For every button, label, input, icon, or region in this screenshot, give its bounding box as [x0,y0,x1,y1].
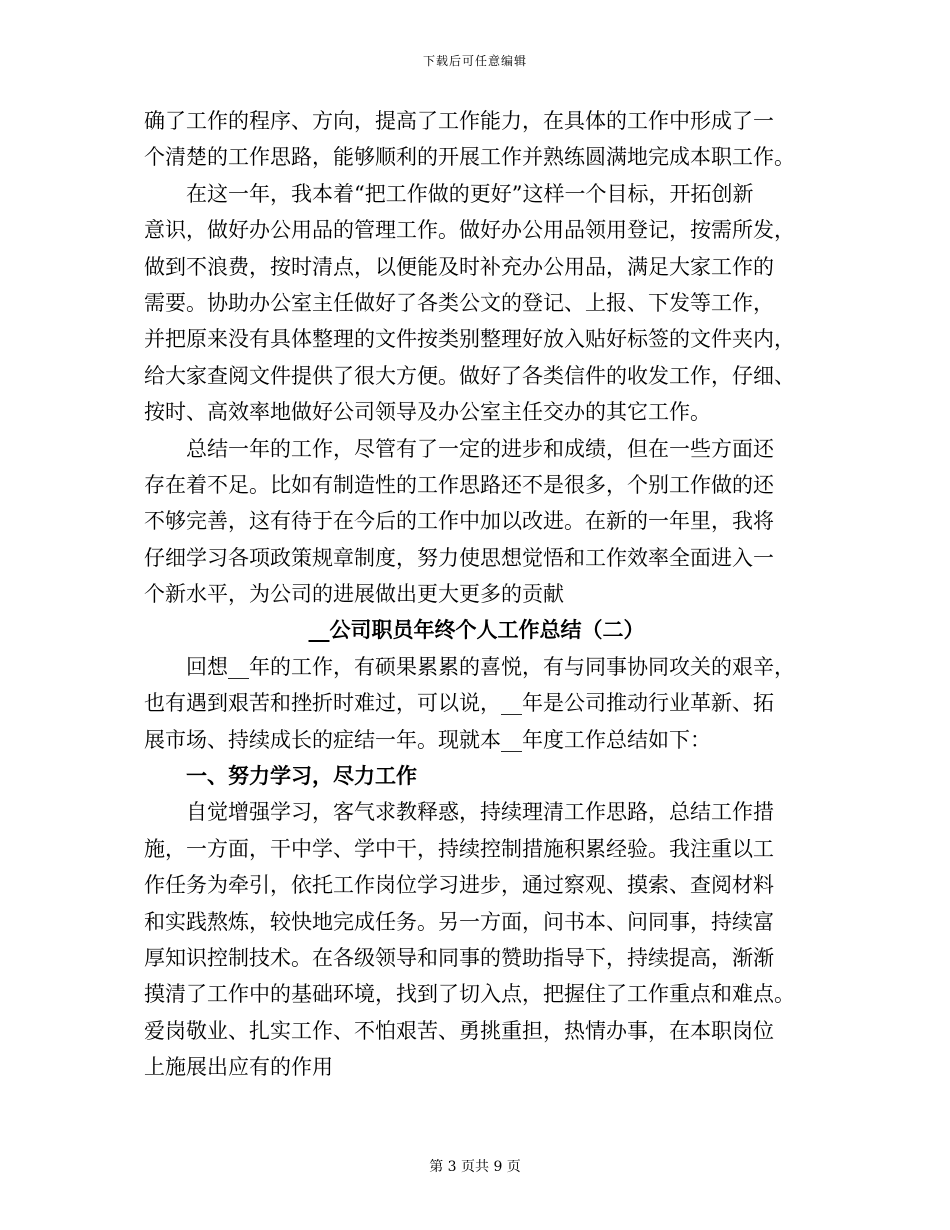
paragraph-line: 爱岗敬业、扎实工作、不怕艰苦、勇挑重担，热情办事，在本职岗位 [144,1018,774,1043]
paragraph-line: 意识，做好办公用品的管理工作。做好办公用品领用登记，按需所发， [144,218,795,243]
paragraph-line: 也有遇到艰苦和挫折时难过，可以说，__年是公司推动行业革新、拓 [144,691,774,716]
paragraph-first-line: 总结一年的工作，尽管有了一定的进步和成绩，但在一些方面还 [186,436,774,461]
page-footer: 第 3 页共 9 页 [429,1159,521,1175]
paragraph-line: 仔细学习各项政策规章制度，努力使思想觉悟和工作效率全面进入一 [144,545,774,570]
paragraph-line: 上施展出应有的作用 [144,1055,333,1080]
paragraph-line: 摸清了工作中的基础环境，找到了切入点，把握住了工作重点和难点。 [144,982,795,1007]
paragraph-line: 做到不浪费，按时清点，以便能及时补充办公用品，满足大家工作的 [144,254,774,279]
paragraph-line: 和实践熬炼，较快地完成任务。另一方面，问书本、问同事，持续富 [144,909,774,934]
paragraph-line: 作任务为牵引，依托工作岗位学习进步，通过察观、摸索、查阅材料 [144,873,774,898]
page-header: 下载后可任意编辑 [422,54,527,68]
paragraph-line: 确了工作的程序、方向，提高了工作能力，在具体的工作中形成了一 [144,109,774,133]
paragraph-line: 展市场、持续成长的症结一年。现就本__年度工作总结如下： [144,727,711,752]
paragraph-line: 个清楚的工作思路，能够顺利的开展工作并熟练圆满地完成本职工作。 [144,145,795,170]
paragraph-line: 并把原来没有具体整理的文件按类别整理好放入贴好标签的文件夹内， [144,327,795,352]
paragraph-first-line: 回想__年的工作，有硕果累累的喜悦，有与同事协同攻关的艰辛， [186,654,795,679]
paragraph-line: 施，一方面，干中学、学中干，持续控制措施积累经验。我注重以工 [144,836,774,861]
paragraph-first-line: 在这一年，我本着“把工作做的更好”这样一个目标，开拓创新 [186,181,754,206]
paragraph-first-line: 自觉增强学习，客气求教释惑，持续理清工作思路，总结工作措 [186,800,774,825]
section-heading: 一、努力学习，尽力工作 [186,763,417,789]
paragraph-line: 需要。协助办公室主任做好了各类公文的登记、上报、下发等工作， [144,290,774,315]
paragraph-line: 不够完善，这有待于在今后的工作中加以改进。在新的一年里，我将 [144,509,774,534]
paragraph-line: 存在着不足。比如有制造性的工作思路还不是很多，个别工作做的还 [144,472,774,497]
paragraph-line: 按时、高效率地做好公司领导及办公室主任交办的其它工作。 [144,400,711,425]
paragraph-line: 给大家查阅文件提供了很大方便。做好了各类信件的收发工作，仔细、 [144,363,795,388]
document-body [144,103,809,1086]
paragraph-line: 厚知识控制技术。在各级领导和同事的赞助指导下，持续提高，渐渐 [144,945,774,970]
section-title: __公司职员年终个人工作总结（二） [308,617,645,643]
paragraph-line: 个新水平，为公司的进展做出更大更多的贡献 [144,582,564,607]
